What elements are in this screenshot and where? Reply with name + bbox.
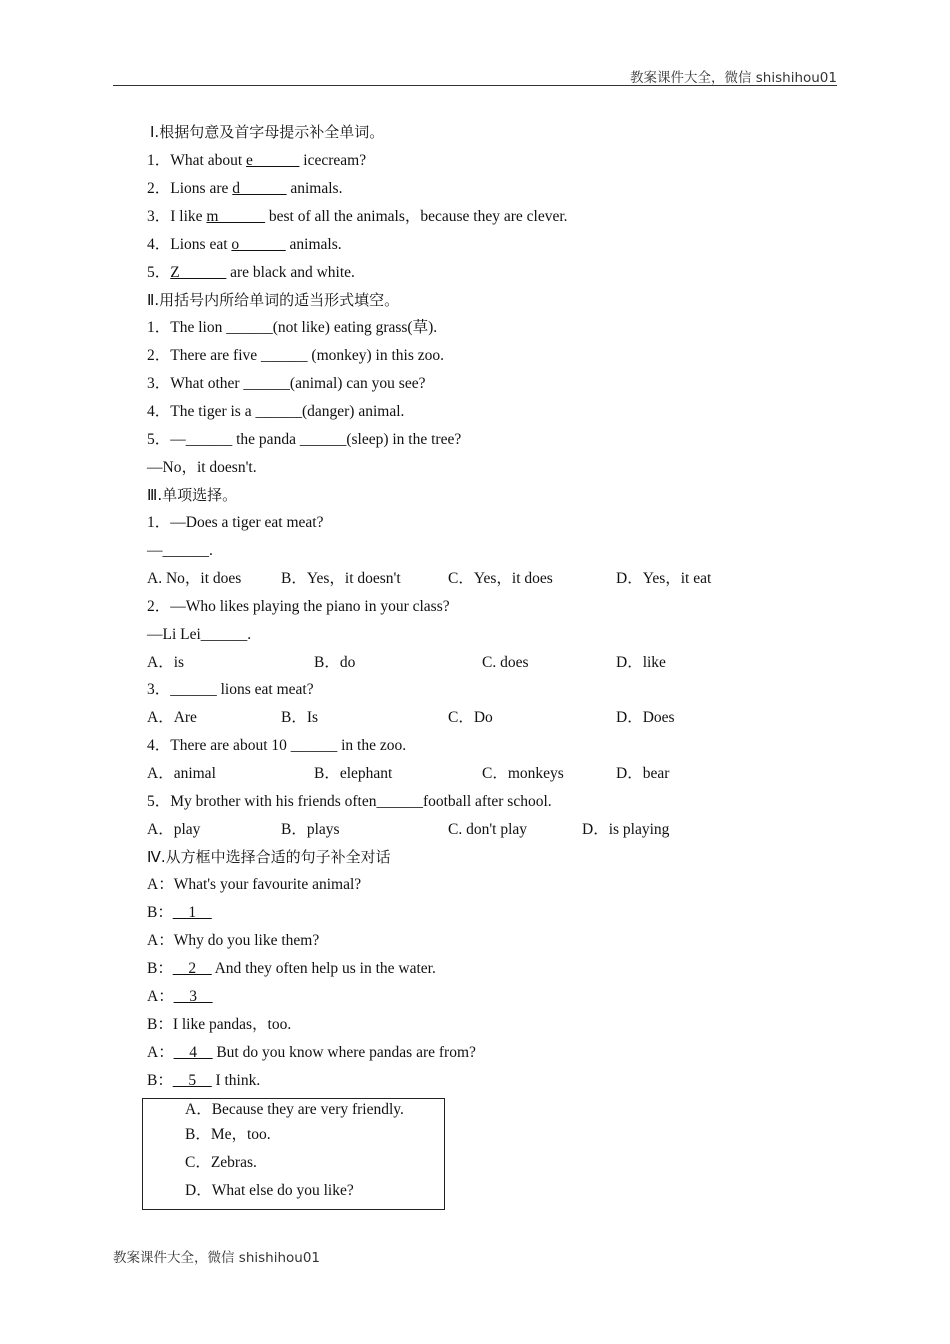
- dialog-6-text: I like pandas，too.: [172, 1016, 292, 1033]
- s1-q2: [147, 179, 342, 199]
- s1-q4-pre: Lions eat: [170, 236, 232, 253]
- dialog-8-speaker: B：: [147, 1072, 173, 1089]
- s3-q5-stem: 5．My brother with his friends often______football after school.: [147, 793, 552, 810]
- header-rule: [113, 85, 837, 86]
- s1-q5-num: 5．: [147, 264, 171, 281]
- s3-q2-stem: 2．—Who likes playing the piano in your class?: [147, 598, 450, 615]
- s1-q4: [147, 235, 342, 255]
- dialog-3-speaker: A：: [147, 932, 174, 949]
- s3-q3-option-d: D．Does: [616, 709, 675, 726]
- s1-q4-post: animals.: [285, 236, 342, 253]
- s2-q2: 2．There are five ______ (monkey) in this zoo.: [147, 347, 444, 364]
- s1-q2-num: 2．: [147, 180, 171, 197]
- s3-q1-option-d: D．Yes，it eat: [616, 570, 712, 587]
- s1-q4-blank: o______: [231, 236, 286, 253]
- s3-q2-option-b: B．do: [314, 654, 356, 671]
- dialog-6-speaker: B：: [147, 1016, 173, 1033]
- s3-q1-option-c: C．Yes，it does: [448, 570, 553, 587]
- s3-q4-option-c: C．monkeys: [482, 765, 564, 782]
- dialog-7-speaker: A：: [147, 1044, 174, 1061]
- dialog-1-text: What's your favourite animal?: [173, 876, 362, 893]
- dialog-4-text: And they often help us in the water.: [211, 960, 436, 977]
- s3-q3-option-b: B．Is: [281, 709, 319, 726]
- s1-q5-post: are black and white.: [226, 264, 355, 281]
- options-box: [142, 1098, 445, 1210]
- s3-q1-option-b: B．Yes，it doesn't: [281, 570, 401, 587]
- dialog-4-blank: __2__: [172, 960, 212, 977]
- dialog-5-speaker: A：: [147, 988, 174, 1005]
- s3-q5-option-c: C. don't play: [448, 821, 527, 838]
- dialog-5-blank: __3__: [173, 988, 213, 1005]
- s1-q3-blank: m______: [206, 208, 265, 225]
- s2-q5-answer: —No，it doesn't.: [147, 459, 257, 476]
- box-option-a: A．Because they are very friendly.: [185, 1101, 404, 1118]
- s1-q3-pre: I like: [170, 208, 207, 225]
- s3-q5-option-d: D．is playing: [582, 821, 670, 838]
- s1-q1-blank: e______: [246, 152, 300, 169]
- dialog-2-speaker: B：: [147, 904, 173, 921]
- s1-q4-num: 4．: [147, 236, 171, 253]
- dialog-3-text: Why do you like them?: [173, 932, 320, 949]
- s1-q3: [147, 207, 568, 227]
- s1-q1-post: icecream?: [299, 152, 367, 169]
- dialog-2-blank: __1__: [172, 904, 212, 921]
- dialog-line-3: [147, 931, 319, 951]
- s3-q4-option-d: D．bear: [616, 765, 670, 782]
- dialog-line-6: [147, 1015, 291, 1035]
- dialog-1-speaker: A：: [147, 876, 174, 893]
- s3-q1-option-a: A. No，it does: [147, 570, 242, 587]
- page-footer: 教案课件大全，微信 shishihou01: [113, 1250, 321, 1266]
- s3-q2-stem2: —Li Lei______.: [147, 626, 252, 643]
- dialog-7-text: But do you know where pandas are from?: [212, 1044, 476, 1061]
- box-option-c: C．Zebras.: [185, 1154, 257, 1171]
- s1-q2-blank: d______: [232, 180, 287, 197]
- s3-q2-option-a: A．is: [147, 654, 185, 671]
- s2-q5: 5．—______ the panda ______(sleep) in the tree?: [147, 431, 462, 448]
- dialog-line-4: [147, 959, 436, 979]
- s1-q2-pre: Lions are: [170, 180, 233, 197]
- section3-title: Ⅲ.单项选择。: [147, 486, 238, 504]
- page-header: 教案课件大全，微信 shishihou01: [629, 70, 837, 86]
- dialog-line-8: [147, 1071, 260, 1091]
- s1-q1-num: 1．: [147, 152, 171, 169]
- s1-q3-post: best of all the animals，because they are clever.: [264, 208, 568, 225]
- dialog-line-1: [147, 875, 361, 895]
- s1-q5-blank: Z______: [170, 264, 227, 281]
- s3-q4-stem: 4．There are about 10 ______ in the zoo.: [147, 737, 407, 754]
- s2-q4: 4．The tiger is a ______(danger) animal.: [147, 403, 405, 420]
- s3-q3-option-c: C．Do: [448, 709, 493, 726]
- s1-q2-post: animals.: [286, 180, 343, 197]
- s2-q1: 1．The lion ______(not like) eating grass(草).: [147, 319, 438, 336]
- s3-q4-option-b: B．elephant: [314, 765, 393, 782]
- s1-q1: [147, 151, 366, 171]
- dialog-line-2: [147, 903, 212, 923]
- dialog-line-7: [147, 1043, 476, 1063]
- s3-q5-option-b: B．plays: [281, 821, 340, 838]
- dialog-7-blank: __4__: [173, 1044, 213, 1061]
- s3-q3-stem: 3．______ lions eat meat?: [147, 681, 314, 698]
- s3-q1-stem2: —______.: [147, 542, 213, 559]
- section2-title: Ⅱ.用括号内所给单词的适当形式填空。: [147, 291, 400, 309]
- s2-q3: 3．What other ______(animal) can you see?: [147, 375, 426, 392]
- s3-q2-option-d: D．like: [616, 654, 666, 671]
- s1-q3-num: 3．: [147, 208, 171, 225]
- s3-q1-stem: 1．—Does a tiger eat meat?: [147, 514, 324, 531]
- dialog-4-speaker: B：: [147, 960, 173, 977]
- dialog-8-text: I think.: [211, 1072, 261, 1089]
- box-option-d: D．What else do you like?: [185, 1182, 354, 1199]
- s3-q5-option-a: A．play: [147, 821, 201, 838]
- section1-title: Ⅰ.根据句意及首字母提示补全单词。: [150, 123, 385, 141]
- section4-title: Ⅳ.从方框中选择合适的句子补全对话: [147, 848, 391, 866]
- dialog-8-blank: __5__: [172, 1072, 212, 1089]
- s1-q5: [147, 263, 355, 283]
- s1-q1-pre: What about: [170, 152, 247, 169]
- s3-q3-option-a: A．Are: [147, 709, 197, 726]
- dialog-line-5: [147, 987, 212, 1007]
- s3-q4-option-a: A．animal: [147, 765, 216, 782]
- s3-q2-option-c: C. does: [482, 654, 529, 671]
- box-option-b: B．Me，too.: [185, 1126, 271, 1143]
